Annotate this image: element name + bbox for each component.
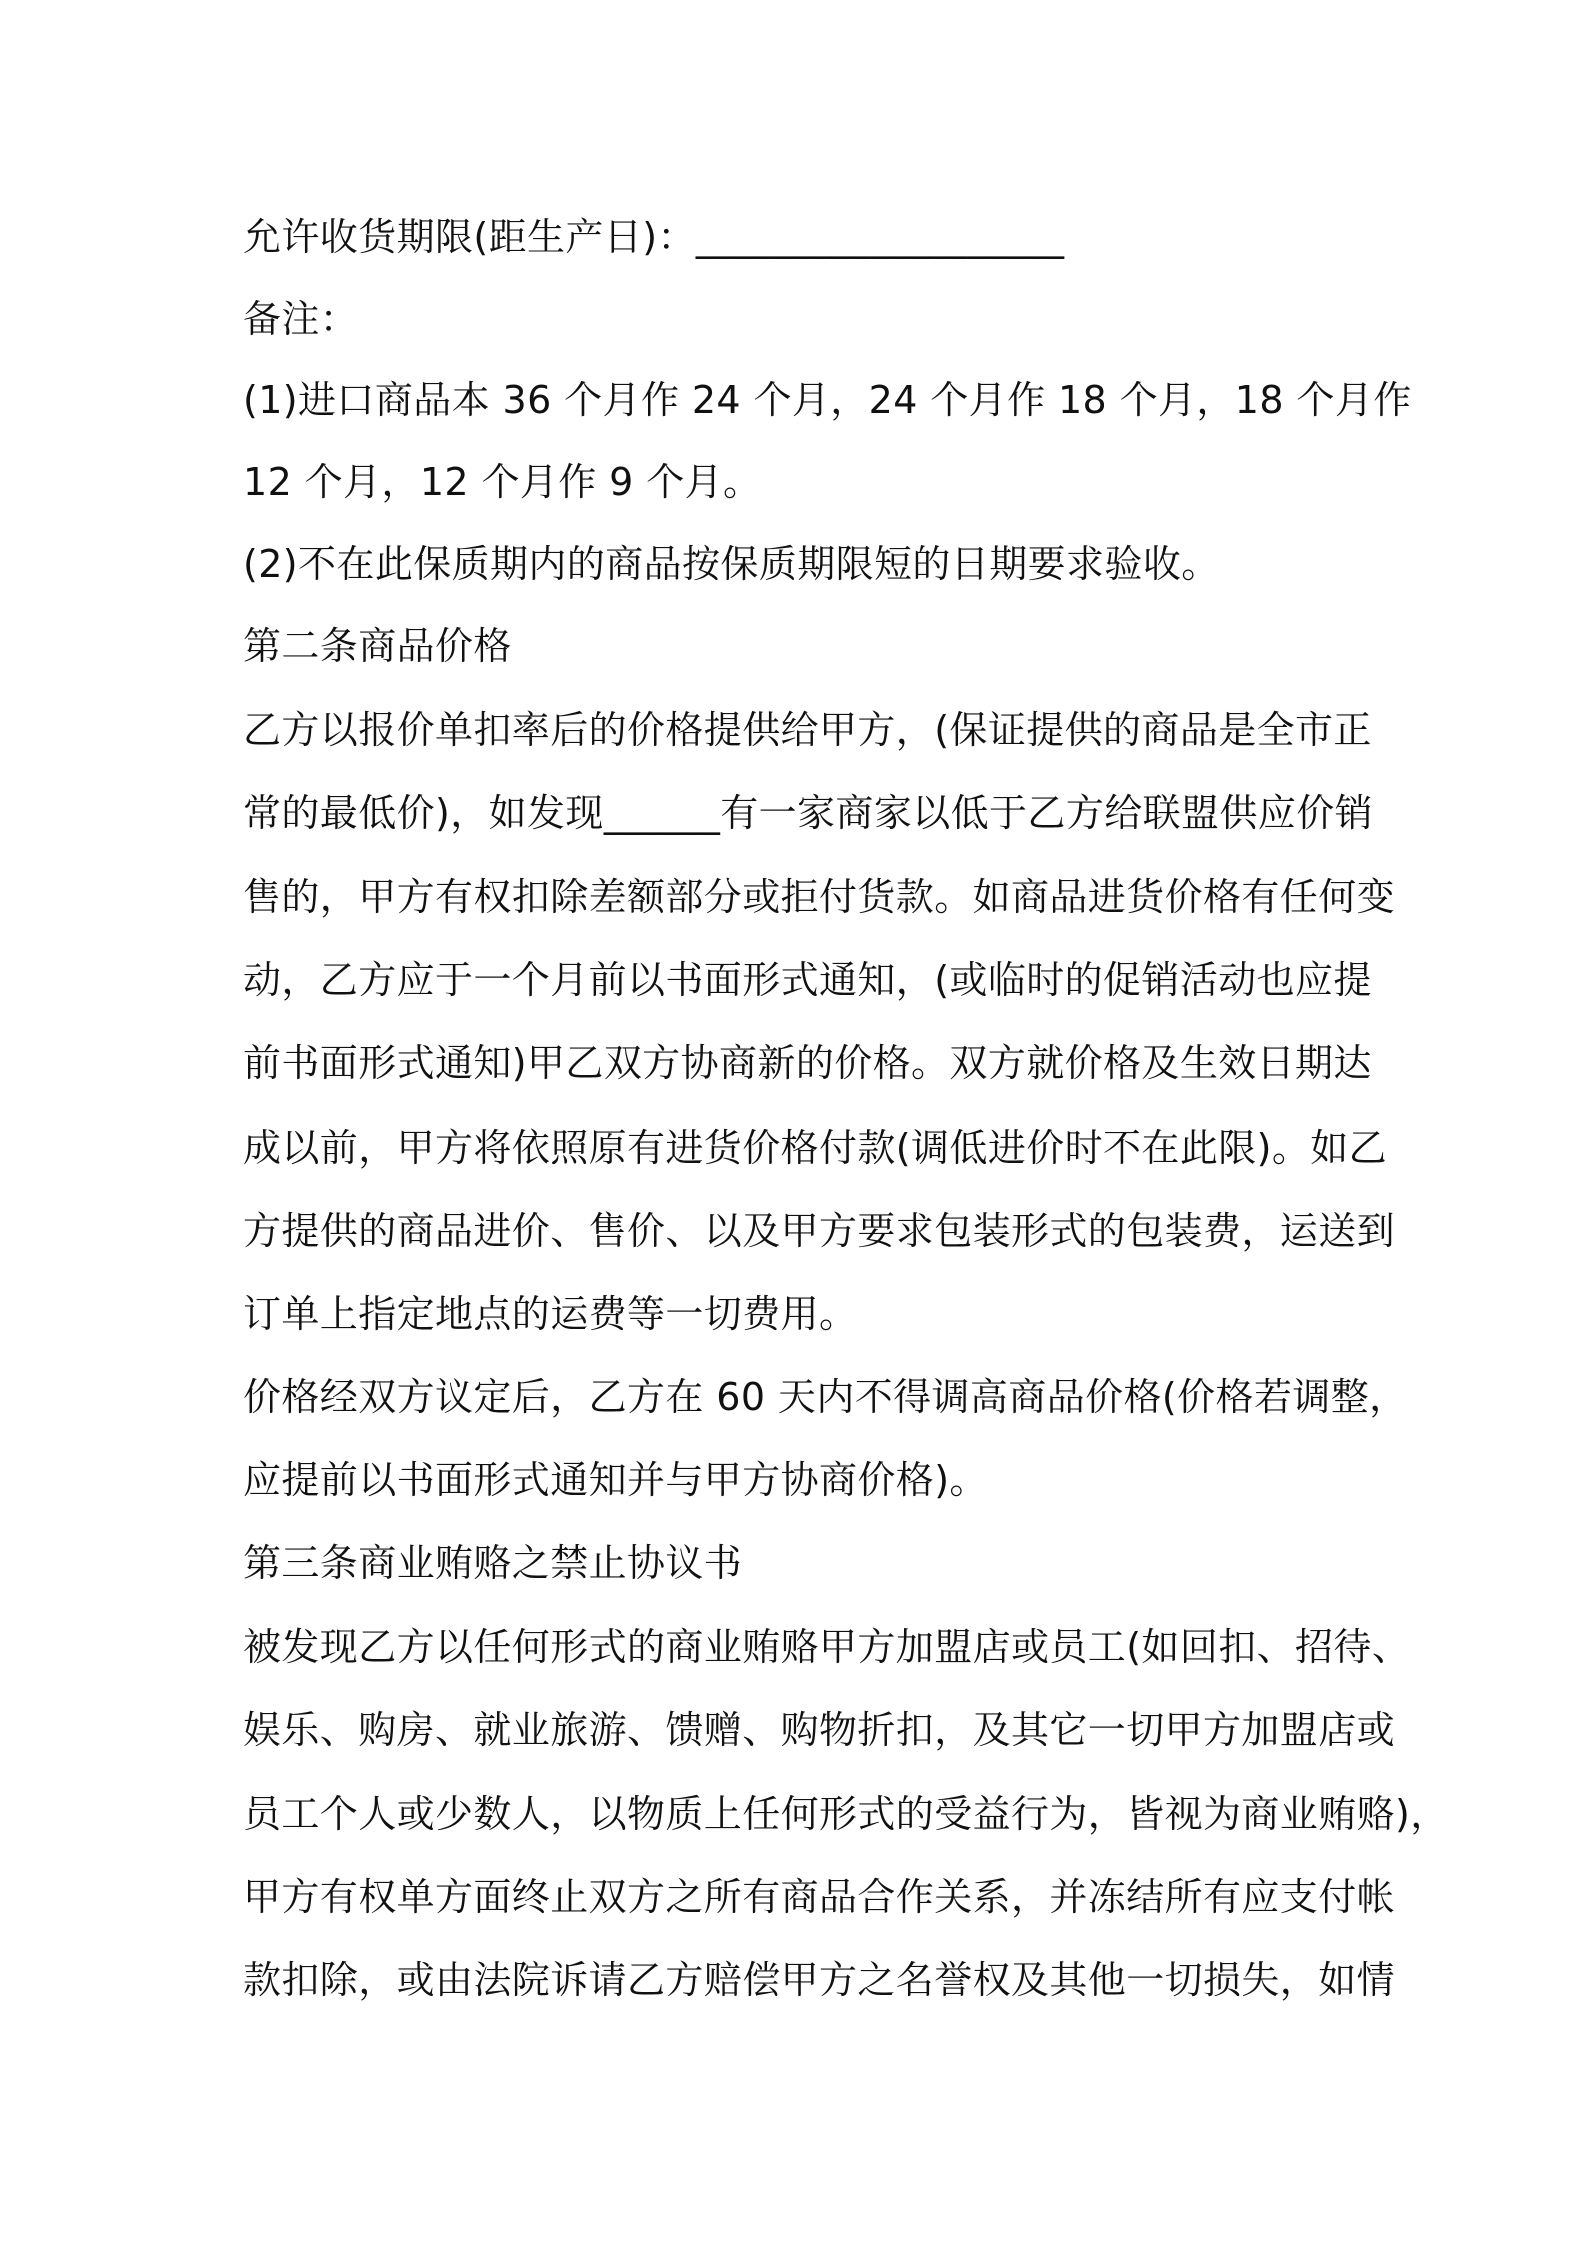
article-2-para-1-line-6: 成以前，甲方将依照原有进货价格付款(调低进价时不在此限)。如乙 (243, 1126, 1388, 1170)
article-3-para-line-2: 娱乐、购房、就业旅游、馈赠、购物折扣，及其它一切甲方加盟店或 (243, 1708, 1396, 1752)
article-2-para-1-line-5: 前书面形式通知)甲乙双方协商新的价格。双方就价格及生效日期达 (243, 1041, 1372, 1085)
article-3-heading: 第三条商业贿赂之禁止协议书 (243, 1541, 743, 1585)
article-2-para-1-line-4: 动，乙方应于一个月前以书面形式通知，(或临时的促销活动也应提 (243, 958, 1372, 1002)
remarks-heading: 备注： (243, 297, 359, 341)
article-2-para-1-line-2: 常的最低价)，如发现______有一家商家以低于乙方给联盟供应价销 (243, 791, 1374, 835)
article-2-para-1-line-7: 方提供的商品进价、售价、以及甲方要求包装形式的包装费，运送到 (243, 1209, 1396, 1253)
remark-2-line: (2)不在此保质期内的商品按保质期限短的日期要求验收。 (243, 542, 1220, 586)
article-3-para-line-5: 款扣除，或由法院诉请乙方赔偿甲方之名誉权及其他一切损失，如情 (243, 1958, 1396, 2002)
remark-1-line-2: 12 个月，12 个月作 9 个月。 (243, 460, 762, 504)
article-3-para-line-1: 被发现乙方以任何形式的商业贿赂甲方加盟店或员工(如回扣、招待、 (243, 1625, 1411, 1669)
article-2-para-2-line-1: 价格经双方议定后，乙方在 60 天内不得调高商品价格(价格若调整， (243, 1375, 1408, 1419)
article-2-para-1-line-8: 订单上指定地点的运费等一切费用。 (243, 1292, 858, 1336)
article-3-para-line-4: 甲方有权单方面终止双方之所有商品合作关系，并冻结所有应支付帐 (243, 1875, 1396, 1919)
receiving-period-line: 允许收货期限(距生产日)：___________________ (243, 215, 1065, 259)
article-2-para-2-line-2: 应提前以书面形式通知并与甲方协商价格)。 (243, 1458, 988, 1502)
article-3-para-line-3: 员工个人或少数人，以物质上任何形式的受益行为，皆视为商业贿赂)， (243, 1792, 1449, 1836)
remark-1-line-1: (1)进口商品本 36 个月作 24 个月，24 个月作 18 个月，18 个月作 (243, 378, 1412, 422)
article-2-para-1-line-1: 乙方以报价单扣率后的价格提供给甲方，(保证提供的商品是全市正 (243, 708, 1372, 752)
article-2-para-1-line-3: 售的，甲方有权扣除差额部分或拒付货款。如商品进货价格有任何变 (243, 875, 1396, 919)
article-2-heading: 第二条商品价格 (243, 624, 512, 668)
